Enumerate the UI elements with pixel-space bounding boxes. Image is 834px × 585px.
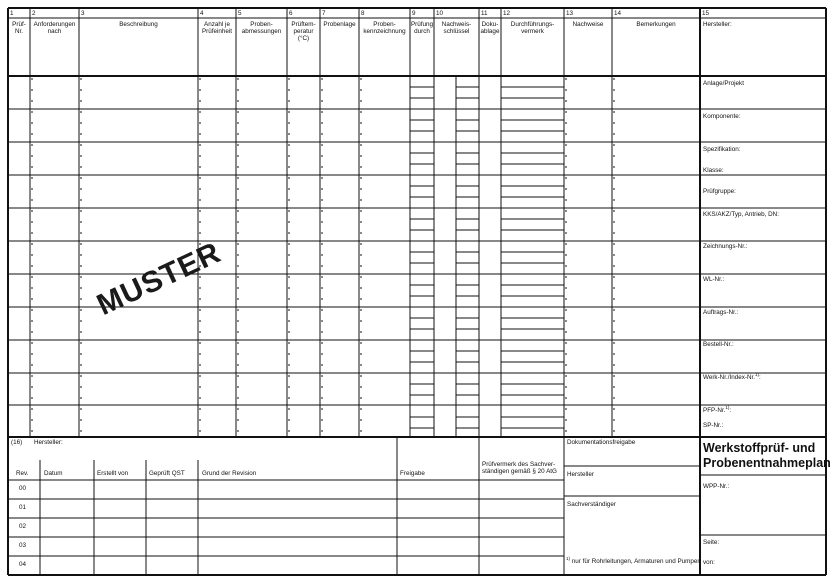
column-number-10: 10 [436, 10, 444, 17]
hersteller-sign-label: Hersteller [567, 471, 594, 478]
field-bestell-nr: Bestell-Nr.: [703, 341, 734, 348]
column-number-1: 1 [10, 10, 14, 17]
column-number-4: 4 [200, 10, 204, 17]
freigabe-header: Freigabe [400, 470, 425, 477]
column-label-7: Probenlage [323, 21, 356, 28]
column-number-13: 13 [566, 10, 574, 17]
column-label-11: Doku- ablage [480, 21, 500, 35]
muster-watermark: MUSTER [92, 235, 227, 322]
pruefvermerk-header: Prüfvermerk des Sachver- ständigen gemäß § 20 AtG [482, 461, 557, 475]
field-wl-nr: WL-Nr.: [703, 276, 725, 283]
column-label-15: Hersteller: [703, 21, 732, 28]
field-anlage-projekt: Anlage/Projekt [703, 80, 744, 87]
column-label-1: Prüf- Nr. [12, 21, 26, 35]
column-label-3: Beschreibung [119, 21, 158, 28]
field-zeichnungs-nr: Zeichnungs-Nr.: [703, 243, 748, 250]
geprueft-header: Geprüft QST [149, 470, 185, 477]
field-kks-akz: KKS/AKZ/Typ, Antrieb, DN: [703, 211, 779, 218]
wpp-nr-label: WPP-Nr.: [703, 483, 730, 490]
field-werk-nr: Werk-Nr./Index-Nr.$^{1)}$: [703, 371, 761, 381]
von-label: von: [703, 559, 715, 566]
field-komponente: Komponente: [703, 113, 741, 120]
rev-00: 00 [19, 485, 27, 492]
column-label-10: Nachweis- schlüssel [441, 21, 472, 35]
field-pfp-nr: PFP-Nr.$^{1)}$: [703, 404, 732, 414]
column-number-9: 9 [412, 10, 416, 17]
rev-03: 03 [19, 542, 27, 549]
column-label-5: Proben- abmessungen [241, 21, 282, 35]
rev-02: 02 [19, 523, 27, 530]
column-label-8: Proben- kennzeichnung [363, 21, 406, 35]
footnote: $^{1)}$ nur für Rohrleitungen, Armaturen und Pumpen [566, 555, 701, 565]
form-title: Werkstoffprüf- und Probenentnahmeplan [703, 441, 831, 470]
seite-label: Seite: [703, 539, 720, 546]
column-label-14: Bemerkungen [636, 21, 676, 28]
column-label-13: Nachweise [572, 21, 604, 28]
column-number-5: 5 [238, 10, 242, 17]
column-label-2: Anforderungen nach [33, 21, 76, 35]
column-label-4: Anzahl je Prüfeinheit [201, 21, 233, 35]
field-pruefgruppe: Prüfgruppe: [703, 188, 736, 195]
field-klasse: Klasse: [703, 167, 724, 174]
column-number-6: 6 [289, 10, 293, 17]
field-spezifikation: Spezifikation: [703, 146, 741, 153]
column-number-14: 14 [614, 10, 622, 17]
footer-hersteller-label: Hersteller: [34, 439, 63, 446]
rev-header: Rev. [16, 470, 29, 477]
field-auftrags-nr: Auftrags-Nr.: [703, 309, 739, 316]
column-number-11: 11 [481, 10, 488, 17]
field-sp-nr: SP-Nr.: [703, 422, 724, 429]
column-number-7: 7 [322, 10, 326, 17]
doc-freigabe-label: Dokumentationsfreigabe [567, 439, 636, 446]
datum-header: Datum [44, 470, 63, 477]
column-number-8: 8 [361, 10, 365, 17]
column-label-9: Prüfung durch [410, 21, 434, 35]
rev-01: 01 [19, 504, 27, 511]
column-number-12: 12 [503, 10, 511, 17]
sachverstaendiger-label: Sachverständiger [567, 501, 617, 508]
column-number-15: 15 [702, 10, 710, 17]
column-number-2: 2 [32, 10, 36, 17]
section-16-label: (16) [11, 439, 23, 446]
column-label-6: Prüftem- peratur (°C) [291, 21, 316, 42]
column-label-12: Durchführungs- vermerk [510, 21, 555, 35]
erstellt-header: Erstellt von [97, 470, 129, 477]
rev-04: 04 [19, 561, 27, 568]
column-number-3: 3 [81, 10, 85, 17]
grund-header: Grund der Revision [202, 470, 257, 477]
